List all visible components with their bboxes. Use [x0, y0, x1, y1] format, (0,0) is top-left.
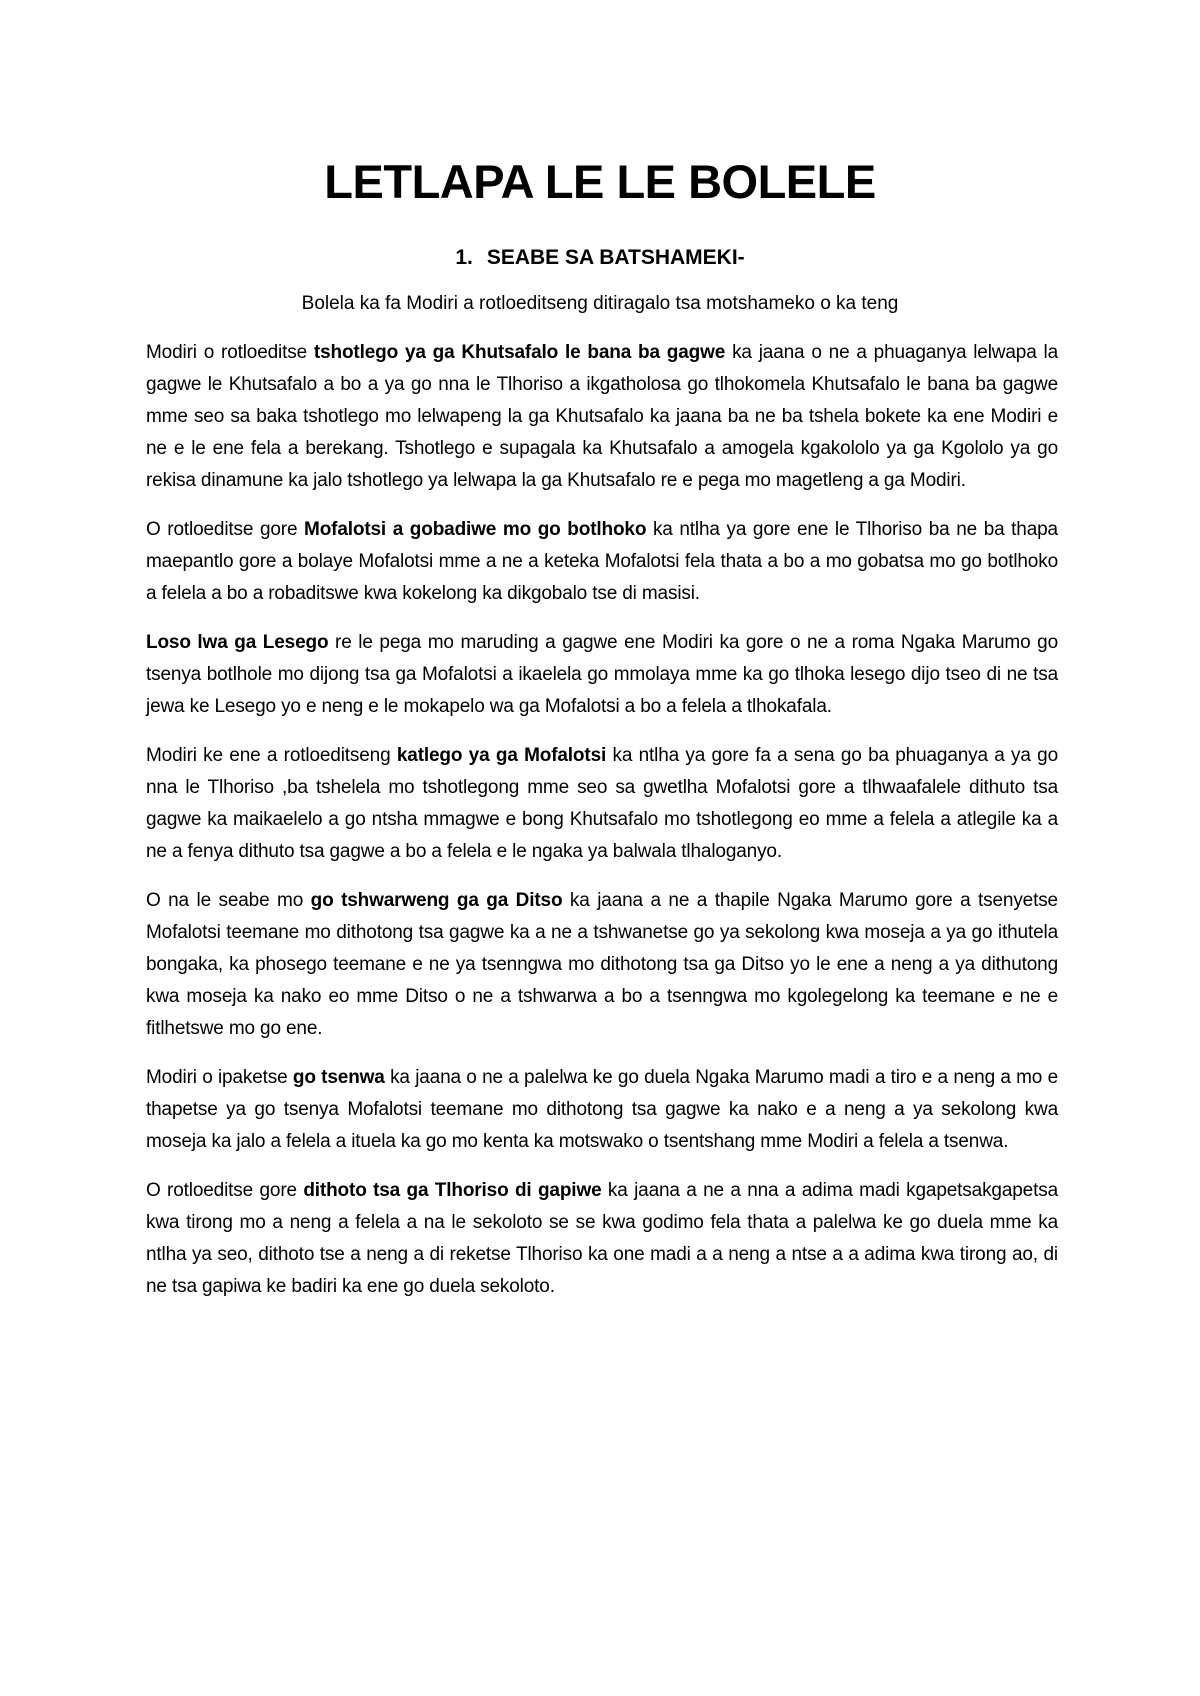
section-subtitle: Bolela ka fa Modiri a rotloeditseng ditiragalo tsa motshameko o ka teng: [301, 293, 899, 314]
paragraph-emphasis: go tshwarweng ga ga Ditso: [310, 890, 563, 911]
document-body: [146, 337, 1058, 1320]
section-heading-text: SEABE SA BATSHAMEKI-: [486, 246, 745, 269]
paragraph-emphasis: tshotlego ya ga Khutsafalo le bana ba gagwe: [313, 342, 726, 363]
paragraph: O na le seabe mo go tshwarweng ga ga Ditso ka jaana a ne a thapile Ngaka Marumo gore a tsenyetse Mofalotsi teemane mo dithotong tsa gagwe ka a ne a tshwanetse go ya sekolong kwa moseja a ya go ithutela bongaka, ka phosego teemane e ne ya tsenngwa mo dithotong tsa ga Ditso yo le ene a neng a ya dithutong kwa moseja ka nako eo mme Ditso o ne a tshwarwa a bo a tsenngwa mo kgolegelong ka teemane e ne e fitlhetswe mo go ene.: [146, 890, 1058, 1039]
paragraph-emphasis: dithoto tsa ga Tlhoriso di gapiwe: [303, 1180, 602, 1201]
paragraph: Modiri ke ene a rotloeditseng katlego ya ga Mofalotsi ka ntlha ya gore fa a sena go ba phuaganya a ya go nna le Tlhoriso ,ba tshelela mo tshotlegong mme seo sa gwetlha Mofalotsi gore a tlhwaafalele dithuto tsa gagwe ka maikaelelo a go ntsha mmagwe e bong Khutsafalo mo tshotlegong eo mme a felela a atlegile ka a ne a fenya dithuto tsa gagwe a bo a felela e le ngaka ya balwala tlhaloganyo.: [146, 745, 1058, 862]
paragraph-emphasis: Mofalotsi a gobadiwe mo go botlhoko: [304, 519, 647, 540]
paragraph-emphasis: katlego ya ga Mofalotsi: [396, 745, 607, 766]
document-title: LETLAPA LE LE BOLELE: [324, 155, 876, 208]
section-number: 1.: [455, 246, 473, 269]
paragraph: Modiri o ipaketse go tsenwa ka jaana o ne a palelwa ke go duela Ngaka Marumo madi a tiro e a neng a mo e thapetse ya go tsenya Mofalotsi teemane mo dithotong tsa gagwe ka nako e a neng a ya sekolong kwa moseja ka jalo a felela a ituela ka go mo kenta ka motswako o tsentshang mme Modiri a felela a tsenwa.: [146, 1067, 1058, 1152]
paragraph: O rotloeditse gore Mofalotsi a gobadiwe mo go botlhoko ka ntlha ya gore ene le Tlhoriso ba ne ba thapa maepantlo gore a bolaye Mofalotsi mme a ne a keteka Mofalotsi fela thata a bo a mo gobatsa mo go botlhoko a felela a bo a robaditswe kwa kokelong ka dikgobalo tse di masisi.: [146, 519, 1058, 604]
paragraph-emphasis: go tsenwa: [292, 1067, 385, 1088]
paragraph: Loso lwa ga Lesego re le pega mo maruding a gagwe ene Modiri ka gore o ne a roma Ngaka Marumo go tsenya botlhole mo dijong tsa ga Mofalotsi a ikaelela go mmolaya mme ka go tlhoka lesego dijo tseo di ne tsa jewa ke Lesego yo e neng e le mokapelo wa ga Mofalotsi a bo a felela a tlhokafala.: [146, 632, 1059, 717]
paragraph-emphasis: Loso lwa ga Lesego: [146, 632, 329, 653]
paragraph: Modiri o rotloeditse tshotlego ya ga Khutsafalo le bana ba gagwe ka jaana o ne a phuaganya lelwapa la gagwe le Khutsafalo a bo a ya go nna le Tlhoriso a ikgatholosa go tlhokomela Khutsafalo le bana ba gagwe mme seo sa baka tshotlego mo lelwapeng la ga Khutsafalo ka jaana ba ne ba tshela bokete ka ene Modiri e ne e le ene fela a berekang. Tshotlego e supagala ka Khutsafalo a amogela kgakololo ya ga Kgololo ya go rekisa dinamune ka jalo tshotlego ya lelwapa la ga Khutsafalo re e pega mo magetleng a ga Modiri.: [146, 342, 1058, 491]
paragraph: O rotloeditse gore dithoto tsa ga Tlhoriso di gapiwe ka jaana a ne a nna a adima madi kgapetsakgapetsa kwa tirong mo a neng a felela a na le sekoloto se se kwa godimo fela thata a palelwa ke go duela mme ka ntlha ya seo, dithoto tse a neng a di reketse Tlhoriso ka one madi a a neng a ntse a a adima kwa tirong ao, di ne tsa gapiwa ke badiri ka ene go duela sekoloto.: [146, 1180, 1058, 1297]
section-heading: [0, 243, 1200, 273]
